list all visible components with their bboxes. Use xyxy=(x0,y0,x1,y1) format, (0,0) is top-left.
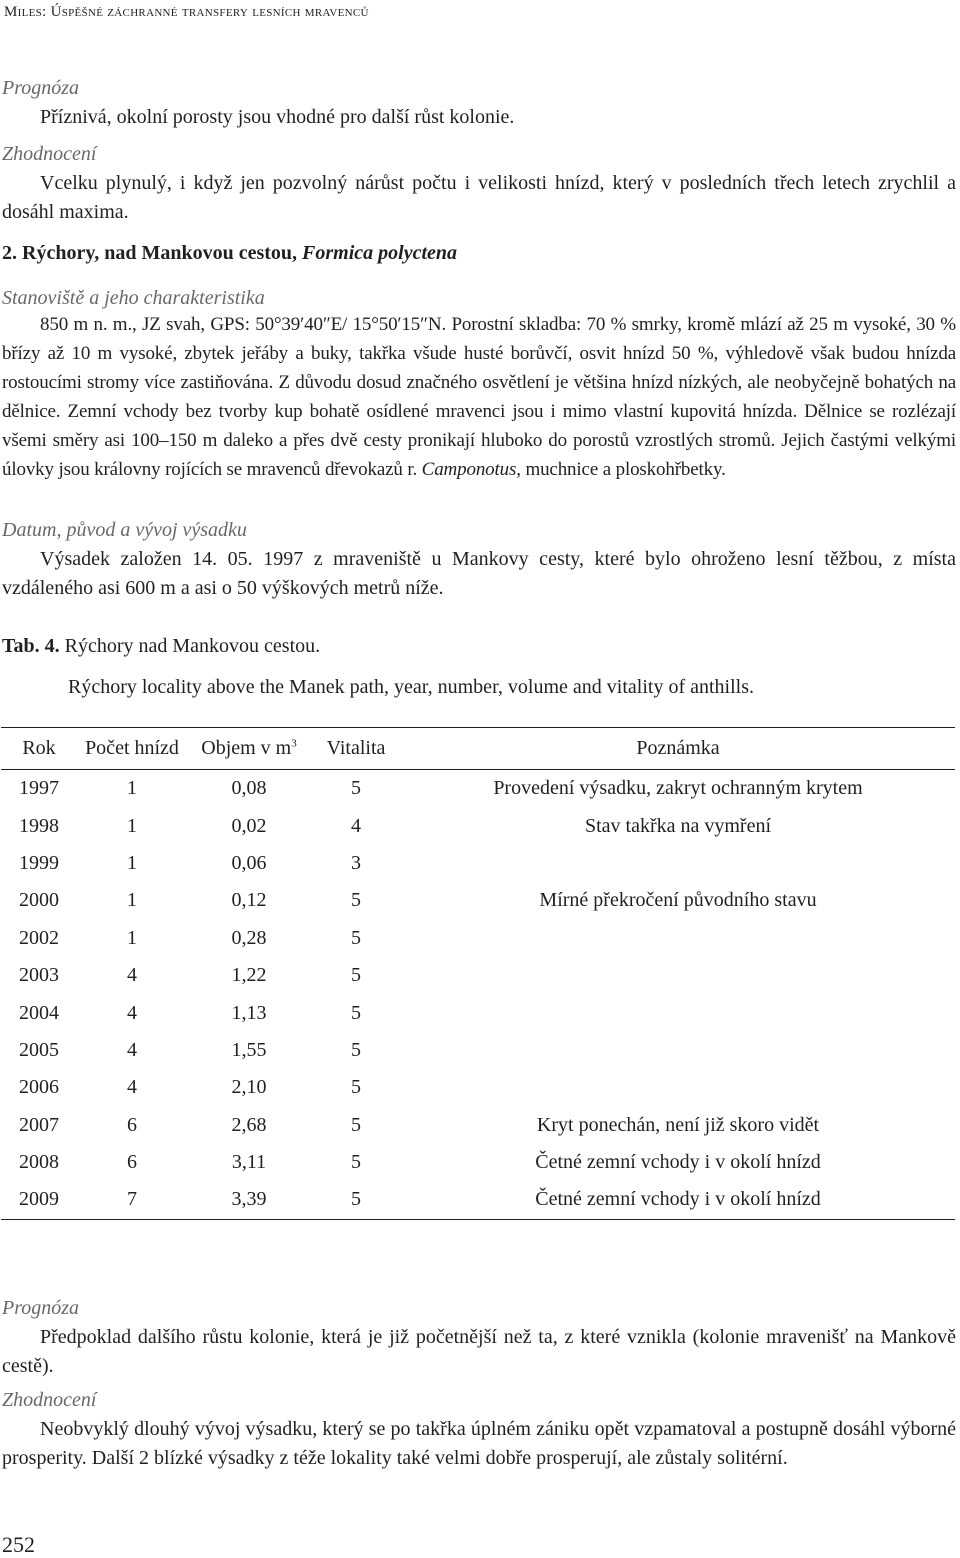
cell-vitalita: 5 xyxy=(351,1151,361,1174)
table-row xyxy=(1,957,955,994)
table-row xyxy=(1,1069,955,1106)
cell-rok: 2004 xyxy=(19,1001,59,1024)
table-row xyxy=(1,1144,955,1181)
cell-rok: 2005 xyxy=(19,1038,59,1061)
cell-rok: 1997 xyxy=(19,777,59,800)
cell-pocet: 1 xyxy=(127,777,137,800)
section-title-species: Formica polyctena xyxy=(302,242,458,264)
table-row xyxy=(1,770,955,808)
prognoza-text: Příznivá, okolní porosty jsou vhodné pro další růst kolonie. xyxy=(40,106,515,128)
cell-poznamka xyxy=(401,1032,955,1069)
cell-poznamka: Stav takřka na vymření xyxy=(584,814,772,837)
cell-pocet: 4 xyxy=(127,1001,137,1024)
col-header-vitalita: Vitalita xyxy=(311,728,401,770)
table-row xyxy=(1,1107,955,1144)
cell-objem: 3,11 xyxy=(231,1151,267,1174)
stanoviste-heading: Stanoviště a jeho charakteristika xyxy=(2,287,265,309)
cell-rok: 2008 xyxy=(19,1151,59,1174)
running-head: Miles: Úspěšné záchranné transfery lesních mravenců xyxy=(4,4,369,20)
cell-poznamka xyxy=(401,920,955,957)
cell-rok: 2007 xyxy=(19,1113,59,1136)
stanoviste-text xyxy=(2,310,956,484)
cell-rok: 1999 xyxy=(19,851,59,874)
cell-objem: 0,28 xyxy=(231,926,267,949)
table-caption-english: Rýchory locality above the Manek path, year, number, volume and vitality of anthills. xyxy=(68,676,754,698)
table-caption xyxy=(2,632,956,661)
cell-vitalita: 5 xyxy=(351,1113,361,1136)
cell-vitalita: 5 xyxy=(351,926,361,949)
cell-poznamka xyxy=(401,994,955,1031)
cell-rok: 2000 xyxy=(19,889,59,912)
stanoviste-end: , muchnice a ploskohřbetky. xyxy=(516,459,726,480)
cell-objem: 1,22 xyxy=(231,964,267,987)
datum-text: Výsadek založen 14. 05. 1997 z mraveniště u Mankovy cesty, které bylo ohroženo lesní těžbou, z místa vzdáleného asi 600 m a asi o 50 výškových metrů níže. xyxy=(2,548,956,599)
table-row xyxy=(1,1181,955,1219)
table-row xyxy=(1,994,955,1031)
cell-poznamka: Četné zemní vchody i v okolí hnízd xyxy=(535,1151,821,1174)
cell-pocet: 4 xyxy=(127,964,137,987)
cell-objem: 2,68 xyxy=(231,1113,267,1136)
cell-objem: 1,13 xyxy=(231,1001,267,1024)
cell-vitalita: 5 xyxy=(351,964,361,987)
cell-poznamka: Mírné překročení původního stavu xyxy=(539,889,817,912)
zhodnoceni-text-2: Neobvyklý dlouhý vývoj výsadku, který se po takřka úplném zániku opět vzpamatoval a postupně dosáhl výborné prosperity. Další 2 blízké výsadky z téže lokality také velmi dobře prosperují, ale zůstaly solitérní. xyxy=(2,1418,956,1469)
cell-vitalita: 5 xyxy=(351,1001,361,1024)
prognoza-text-2: Předpoklad dalšího růstu kolonie, která je již početnější než ta, z které vznikla (kolonie mravenišť na Mankově cestě). xyxy=(2,1326,956,1377)
prognoza-heading-2: Prognóza xyxy=(2,1297,80,1319)
table-row xyxy=(1,882,955,919)
cell-objem: 0,06 xyxy=(231,851,267,874)
section-title-plain: 2. Rýchory, nad Mankovou cestou, xyxy=(2,242,303,264)
cell-vitalita: 3 xyxy=(351,851,361,874)
table-body xyxy=(1,770,955,1220)
cell-rok: 2009 xyxy=(1,1181,77,1219)
cell-objem: 3,39 xyxy=(187,1181,311,1219)
cell-poznamka: Kryt ponechán, není již skoro vidět xyxy=(536,1113,820,1136)
datum-heading: Datum, původ a vývoj výsadku xyxy=(2,519,247,541)
cell-pocet: 1 xyxy=(127,889,137,912)
cell-objem: 2,10 xyxy=(231,1076,267,1099)
cell-vitalita: 5 xyxy=(351,1076,361,1099)
page-number: 252 xyxy=(2,1532,35,1557)
section-title xyxy=(2,239,956,268)
table-row xyxy=(1,807,955,844)
cell-pocet: 1 xyxy=(127,926,137,949)
col-header-objem-unit: 3 xyxy=(291,737,297,750)
cell-vitalita: 5 xyxy=(311,1181,401,1219)
zhodnoceni-heading: Zhodnocení xyxy=(2,143,97,165)
data-table xyxy=(1,727,955,1220)
cell-poznamka xyxy=(401,845,955,882)
col-header-poznamka: Poznámka xyxy=(401,728,955,770)
cell-poznamka xyxy=(401,1069,955,1106)
cell-rok: 2006 xyxy=(19,1076,59,1099)
cell-objem: 1,55 xyxy=(231,1038,267,1061)
cell-rok: 2002 xyxy=(19,926,59,949)
prognoza-heading: Prognóza xyxy=(2,77,80,99)
stanoviste-genus: Camponotus xyxy=(421,459,517,480)
table-row xyxy=(1,920,955,957)
col-header-objem xyxy=(187,728,311,770)
cell-pocet: 7 xyxy=(77,1181,187,1219)
cell-pocet: 4 xyxy=(127,1038,137,1061)
zhodnoceni-text: Vcelku plynulý, i když jen pozvolný nárůst počtu i velikosti hnízd, který v posledních třech letech zrychlil a dosáhl maxima. xyxy=(2,172,956,223)
cell-rok: 2003 xyxy=(19,964,59,987)
table-title: Rýchory nad Mankovou cestou. xyxy=(59,635,321,657)
cell-poznamka: Provedení výsadku, zakryt ochranným krytem xyxy=(493,777,863,800)
cell-pocet: 4 xyxy=(127,1076,137,1099)
cell-pocet: 6 xyxy=(127,1113,137,1136)
zhodnoceni-heading-2: Zhodnocení xyxy=(2,1389,97,1411)
cell-pocet: 1 xyxy=(127,814,137,837)
cell-objem: 0,12 xyxy=(231,889,267,912)
stanoviste-location: 850 m n. m., JZ svah, GPS: 50°39′40″E/ 15°50′15″N. xyxy=(40,314,447,335)
table-label: Tab. 4. xyxy=(2,635,60,657)
col-header-objem-text: Objem v m xyxy=(201,737,292,759)
cell-objem: 0,02 xyxy=(231,814,267,837)
cell-pocet: 1 xyxy=(127,851,137,874)
cell-pocet: 6 xyxy=(127,1151,137,1174)
cell-poznamka xyxy=(401,957,955,994)
cell-vitalita: 5 xyxy=(351,777,361,800)
table-row xyxy=(1,1032,955,1069)
cell-vitalita: 5 xyxy=(351,1038,361,1061)
col-header-rok: Rok xyxy=(1,728,77,770)
col-header-pocet: Počet hnízd xyxy=(77,728,187,770)
cell-rok: 1998 xyxy=(19,814,59,837)
stanoviste-body: Porostní skladba: 70 % smrky, kromě mlází až 25 m vysoké, 30 % břízy až 10 m vysoké, zbytek jeřáby a buky, takřka všude husté borůvčí, osvit hnízd 50 %, výhledově však budou hnízda rostoucími stromy více zastiňována. Z důvodu dosud značného osvětlení je většina hnízd nízkých, ale neobyčejně bohatých na dělnice. Zemní vchody bez tvorby kup bohatě osídlené mravenci jsou i mimo vlastní kupovitá hnízda. Dělnice se rozlézají všemi směry asi 100–150 m daleko a přes dvě cesty pronikají hluboko do porostů vzrostlých stromů. Jejich častými velkými úlovky jsou královny rojících se mravenců dřevokazů r. xyxy=(2,314,956,480)
table-header-row xyxy=(1,728,955,770)
cell-vitalita: 5 xyxy=(351,889,361,912)
table-row xyxy=(1,845,955,882)
cell-objem: 0,08 xyxy=(231,777,267,800)
cell-vitalita: 4 xyxy=(351,814,361,837)
cell-poznamka: Četné zemní vchody i v okolí hnízd xyxy=(401,1181,955,1219)
